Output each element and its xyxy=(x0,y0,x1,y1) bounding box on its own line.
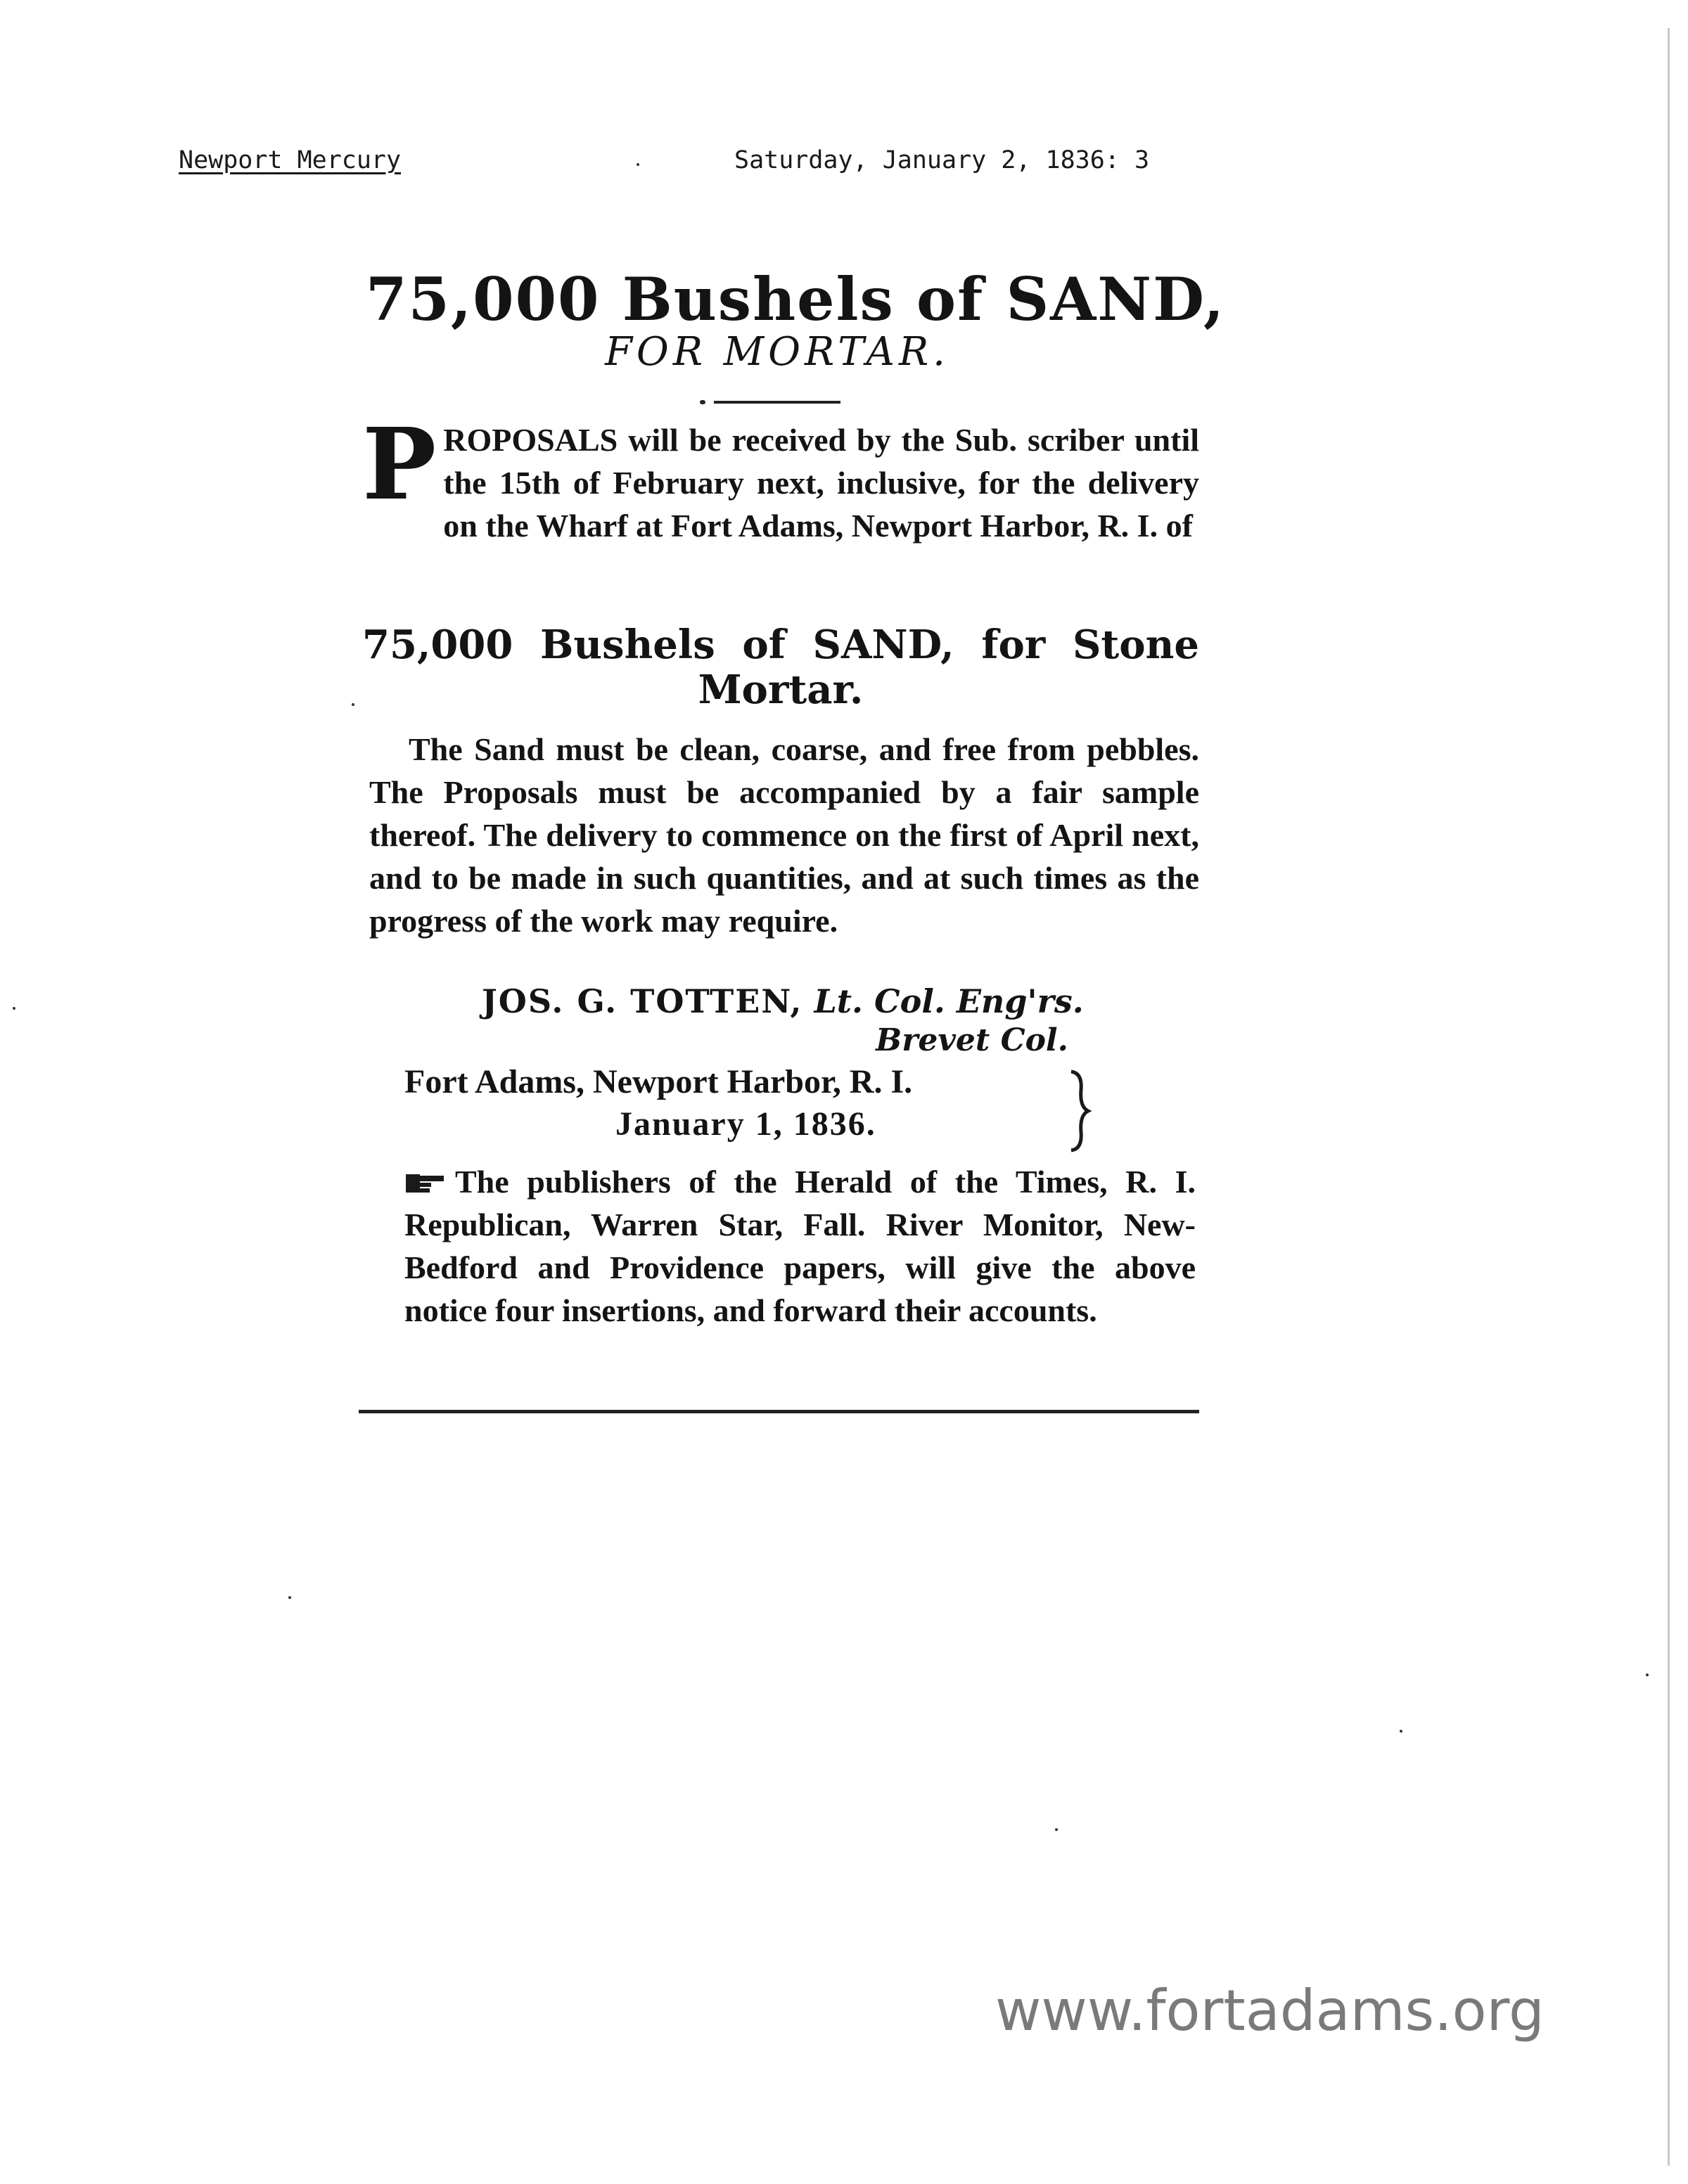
curly-brace-icon xyxy=(1066,1069,1094,1153)
drop-cap: P xyxy=(362,407,437,522)
scan-speck xyxy=(1055,1828,1058,1831)
issue-date: Saturday, January 2, 1836: 3 xyxy=(734,146,1150,174)
scan-speck xyxy=(637,163,639,166)
place-line: Fort Adams, Newport Harbor, R. I. xyxy=(404,1063,913,1100)
publishers-paragraph xyxy=(404,1160,1196,1385)
publishers-text: The publishers of the Herald of the Times, R. I. Republican, Warren Star, Fall. River Monitor, New-Bedford and Providence papers, will give the above notice four insertions, and forward their accounts. xyxy=(404,1164,1196,1328)
quantity-heading: 75,000 Bushels of SAND, for Stone Mortar. xyxy=(362,622,1199,713)
proposal-paragraph xyxy=(362,407,1199,594)
signatory-brevet: Brevet Col. xyxy=(876,1022,1068,1058)
scan-speck xyxy=(1400,1730,1402,1733)
signatory-name: JOS. G. TOTTEN, xyxy=(482,982,803,1020)
bottom-rule xyxy=(359,1410,1199,1413)
page-edge-line xyxy=(1668,28,1670,2166)
scan-speck xyxy=(1646,1674,1649,1676)
newspaper-name: Newport Mercury xyxy=(179,146,402,174)
ornament-dot xyxy=(700,400,705,404)
pointing-hand-icon xyxy=(404,1170,445,1195)
page-header xyxy=(179,146,1304,181)
scan-speck xyxy=(13,1007,15,1010)
newspaper-clipping xyxy=(355,264,1226,1420)
website-watermark: www.fortadams.org xyxy=(995,1978,1545,2043)
signatory-title: Lt. Col. Eng'rs. xyxy=(814,982,1084,1020)
scan-speck xyxy=(288,1596,291,1599)
notice-headline: 75,000 Bushels of SAND, xyxy=(366,264,1226,334)
notice-subhead: FOR MORTAR. xyxy=(605,329,950,375)
signature-line xyxy=(482,981,1084,1022)
proposal-text: ROPOSALS will be received by the Sub. scriber until the 15th of February next, inclusive, for the delivery on the Wharf at Fort Adams, Newport Harbor, R. I. of xyxy=(443,422,1199,544)
ornament-rule xyxy=(714,401,840,404)
notice-dateline: January 1, 1836. xyxy=(615,1105,876,1143)
requirements-paragraph: The Sand must be clean, coarse, and free from pebbles. The Proposals must be accompanied by a fair sample thereof. The delivery to commence on the first of April next, and to be made in such quantities, and at such times as the progress of the work may require. xyxy=(369,731,1199,939)
scan-speck xyxy=(352,703,354,706)
